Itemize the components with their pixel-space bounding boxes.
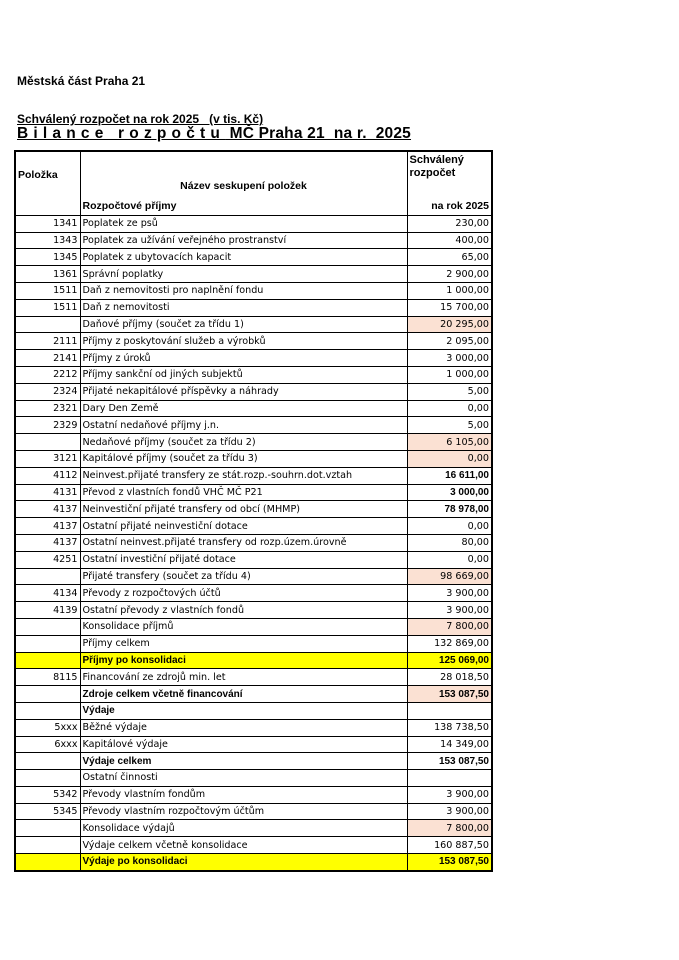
row-code: 4137 — [15, 534, 80, 551]
row-code: 1361 — [15, 266, 80, 283]
row-code — [15, 702, 80, 719]
row-value: 98 669,00 — [407, 568, 492, 585]
row-value: 65,00 — [407, 249, 492, 266]
table-row — [15, 669, 492, 686]
row-name: Poplatek ze psů — [80, 215, 407, 232]
row-name: Příjmy celkem — [80, 635, 407, 652]
table-row — [15, 383, 492, 400]
row-name: Ostatní přijaté neinvestiční dotace — [80, 518, 407, 535]
row-code: 8115 — [15, 669, 80, 686]
row-code: 2111 — [15, 333, 80, 350]
row-code — [15, 316, 80, 333]
row-value: 1 000,00 — [407, 366, 492, 383]
column-header-code: Položka — [15, 151, 80, 199]
row-name: Nedaňové příjmy (součet za třídu 2) — [80, 434, 407, 451]
table-row — [15, 837, 492, 854]
row-value: 3 000,00 — [407, 350, 492, 367]
row-value: 0,00 — [407, 518, 492, 535]
table-row — [15, 534, 492, 551]
row-code: 5345 — [15, 803, 80, 820]
table-row — [15, 686, 492, 703]
table-row — [15, 803, 492, 820]
row-code — [15, 854, 80, 871]
table-row — [15, 350, 492, 367]
row-value: 400,00 — [407, 232, 492, 249]
row-code: 4137 — [15, 518, 80, 535]
row-name: Dary Den Země — [80, 400, 407, 417]
row-name: Daňové příjmy (součet za třídu 1) — [80, 316, 407, 333]
row-code — [15, 618, 80, 635]
table-row — [15, 400, 492, 417]
row-value: 20 295,00 — [407, 316, 492, 333]
column-header-value-line2: rozpočet — [409, 167, 456, 179]
page-title — [17, 125, 411, 143]
row-value: 3 900,00 — [407, 602, 492, 619]
row-value: 6 105,00 — [407, 434, 492, 451]
row-value: 80,00 — [407, 534, 492, 551]
row-code: 1511 — [15, 282, 80, 299]
row-name: Příjmy z poskytování služeb a výrobků — [80, 333, 407, 350]
table-row — [15, 820, 492, 837]
column-header-value-line3: na rok 2025 — [407, 199, 492, 215]
row-name: Ostatní nedaňové příjmy j.n. — [80, 417, 407, 434]
table-row — [15, 770, 492, 787]
row-value — [407, 770, 492, 787]
row-name: Běžné výdaje — [80, 719, 407, 736]
row-name: Přijaté transfery (součet za třídu 4) — [80, 568, 407, 585]
row-code: 1343 — [15, 232, 80, 249]
row-name: Příjmy z úroků — [80, 350, 407, 367]
row-value: 3 900,00 — [407, 786, 492, 803]
row-name: Příjmy po konsolidaci — [80, 652, 407, 669]
row-name: Výdaje — [80, 702, 407, 719]
row-value: 153 087,50 — [407, 753, 492, 770]
table-row — [15, 702, 492, 719]
row-name: Financování ze zdrojů min. let — [80, 669, 407, 686]
table-row — [15, 450, 492, 467]
row-value: 125 069,00 — [407, 652, 492, 669]
row-code: 4139 — [15, 602, 80, 619]
row-code: 1341 — [15, 215, 80, 232]
row-name: Výdaje celkem včetně konsolidace — [80, 837, 407, 854]
table-row — [15, 467, 492, 484]
row-value: 14 349,00 — [407, 736, 492, 753]
table-row — [15, 635, 492, 652]
column-header-value — [407, 151, 492, 199]
row-code — [15, 635, 80, 652]
row-value: 138 738,50 — [407, 719, 492, 736]
row-name: Přijaté nekapitálové příspěvky a náhrady — [80, 383, 407, 400]
column-header-name: Název seskupení položek — [80, 151, 407, 199]
table-row — [15, 518, 492, 535]
row-name: Převod z vlastních fondů VHČ MČ P21 — [80, 484, 407, 501]
table-row — [15, 434, 492, 451]
section-income-code — [15, 199, 80, 215]
row-value: 3 900,00 — [407, 585, 492, 602]
row-code — [15, 568, 80, 585]
row-name: Konsolidace příjmů — [80, 618, 407, 635]
row-code: 2212 — [15, 366, 80, 383]
row-value: 160 887,50 — [407, 837, 492, 854]
table-row — [15, 652, 492, 669]
table-row — [15, 316, 492, 333]
row-code: 5xxx — [15, 719, 80, 736]
row-value: 132 869,00 — [407, 635, 492, 652]
table-row — [15, 551, 492, 568]
row-value: 7 800,00 — [407, 820, 492, 837]
table-section-income-row — [15, 199, 492, 215]
row-value: 78 978,00 — [407, 501, 492, 518]
row-value: 1 000,00 — [407, 282, 492, 299]
row-code: 2329 — [15, 417, 80, 434]
row-value: 2 900,00 — [407, 266, 492, 283]
row-code: 6xxx — [15, 736, 80, 753]
table-row — [15, 249, 492, 266]
budget-subtitle: Schválený rozpočet na rok 2025 (v tis. Kč) — [17, 112, 264, 126]
row-value: 28 018,50 — [407, 669, 492, 686]
row-name: Neinvestiční přijaté transfery od obcí (MHMP) — [80, 501, 407, 518]
row-value: 0,00 — [407, 551, 492, 568]
row-name: Neinvest.přijaté transfery ze stát.rozp.-souhrn.dot.vztah — [80, 467, 407, 484]
table-row — [15, 568, 492, 585]
row-name: Kapitálové příjmy (součet za třídu 3) — [80, 450, 407, 467]
row-name: Výdaje po konsolidaci — [80, 854, 407, 871]
table-row — [15, 215, 492, 232]
table-row — [15, 786, 492, 803]
row-code: 4112 — [15, 467, 80, 484]
row-code: 4137 — [15, 501, 80, 518]
row-code: 1511 — [15, 299, 80, 316]
row-value: 5,00 — [407, 417, 492, 434]
row-code — [15, 837, 80, 854]
row-name: Zdroje celkem včetně financování — [80, 686, 407, 703]
row-value: 5,00 — [407, 383, 492, 400]
row-name: Konsolidace výdajů — [80, 820, 407, 837]
row-name: Převody z rozpočtových účtů — [80, 585, 407, 602]
row-name: Převody vlastním fondům — [80, 786, 407, 803]
row-value: 7 800,00 — [407, 618, 492, 635]
table-row — [15, 232, 492, 249]
row-value: 0,00 — [407, 450, 492, 467]
row-code: 4251 — [15, 551, 80, 568]
row-value: 16 611,00 — [407, 467, 492, 484]
table-row — [15, 618, 492, 635]
row-name: Příjmy sankční od jiných subjektů — [80, 366, 407, 383]
table-row — [15, 299, 492, 316]
row-name: Převody vlastním rozpočtovým účtům — [80, 803, 407, 820]
row-code — [15, 686, 80, 703]
row-name: Kapitálové výdaje — [80, 736, 407, 753]
row-code — [15, 434, 80, 451]
row-value: 3 900,00 — [407, 803, 492, 820]
row-value: 2 095,00 — [407, 333, 492, 350]
row-code: 3121 — [15, 450, 80, 467]
row-name: Ostatní činnosti — [80, 770, 407, 787]
row-name: Daň z nemovitosti pro naplnění fondu — [80, 282, 407, 299]
row-value: 3 000,00 — [407, 484, 492, 501]
row-code: 5342 — [15, 786, 80, 803]
table-row — [15, 417, 492, 434]
row-value: 0,00 — [407, 400, 492, 417]
column-header-value-line1: Schválený — [409, 154, 464, 166]
row-code: 2141 — [15, 350, 80, 367]
table-row — [15, 736, 492, 753]
row-value: 15 700,00 — [407, 299, 492, 316]
row-code — [15, 820, 80, 837]
table-row — [15, 366, 492, 383]
row-code: 2321 — [15, 400, 80, 417]
row-value: 153 087,50 — [407, 854, 492, 871]
row-name: Poplatek za užívání veřejného prostranství — [80, 232, 407, 249]
table-row — [15, 484, 492, 501]
table-row — [15, 333, 492, 350]
row-name: Daň z nemovitosti — [80, 299, 407, 316]
row-code — [15, 770, 80, 787]
row-name: Ostatní investiční přijaté dotace — [80, 551, 407, 568]
row-value — [407, 702, 492, 719]
row-code: 2324 — [15, 383, 80, 400]
table-row — [15, 282, 492, 299]
row-code: 1345 — [15, 249, 80, 266]
section-income-label: Rozpočtové příjmy — [80, 199, 407, 215]
table-row — [15, 719, 492, 736]
title-rest-part: MČ Praha 21 na r. 2025 — [225, 125, 412, 142]
row-name: Výdaje celkem — [80, 753, 407, 770]
row-value: 230,00 — [407, 215, 492, 232]
organization-name: Městská část Praha 21 — [17, 74, 146, 88]
table-row — [15, 501, 492, 518]
row-code: 4134 — [15, 585, 80, 602]
row-name: Správní poplatky — [80, 266, 407, 283]
row-code: 4131 — [15, 484, 80, 501]
row-name: Ostatní neinvest.přijaté transfery od rozp.územ.úrovně — [80, 534, 407, 551]
row-name: Ostatní převody z vlastních fondů — [80, 602, 407, 619]
table-row — [15, 585, 492, 602]
row-value: 153 087,50 — [407, 686, 492, 703]
table-row — [15, 753, 492, 770]
table-row — [15, 602, 492, 619]
row-code — [15, 652, 80, 669]
table-row — [15, 266, 492, 283]
title-spaced-part: Bilance rozpočtu — [17, 125, 226, 142]
budget-table — [14, 150, 493, 872]
row-name: Poplatek z ubytovacích kapacit — [80, 249, 407, 266]
table-header-row — [15, 151, 492, 199]
table-row — [15, 854, 492, 871]
row-code — [15, 753, 80, 770]
